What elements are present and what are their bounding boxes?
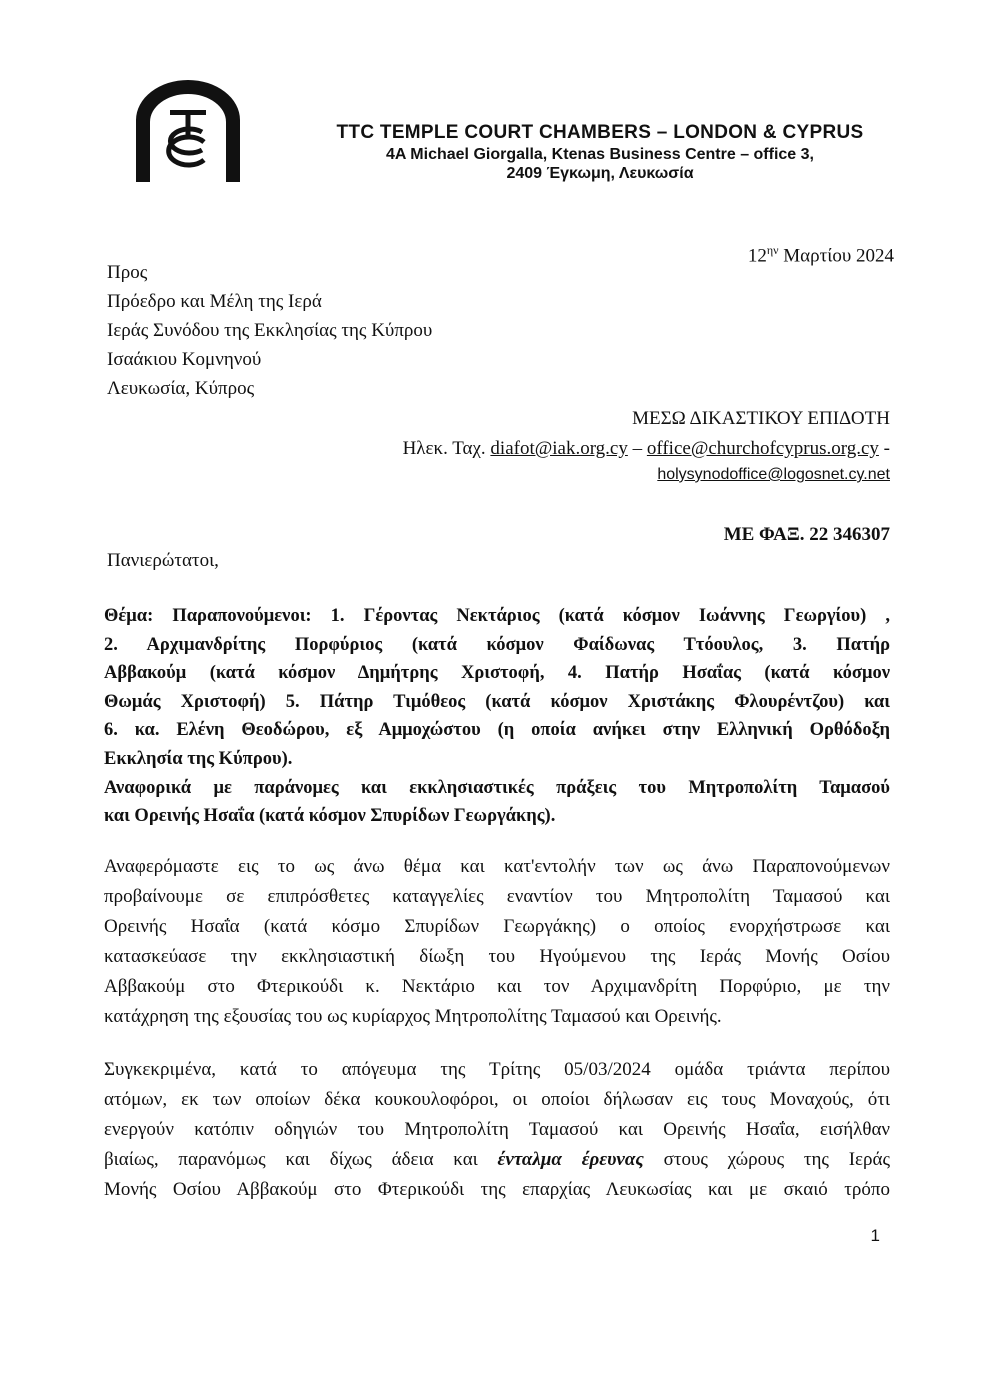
fax-number: ΜΕ ΦΑΞ. 22 346307 (723, 524, 890, 545)
separator: - (878, 438, 890, 459)
email-link-office[interactable]: office@churchofcyprus.org.cy (646, 438, 879, 459)
subject-line: Αναφορικά με παράνομες και εκκλησιαστικές πράξεις του Μητροπολίτη Ταμασού (104, 777, 890, 798)
recipient-line: Πρόεδρο και Μέλη της Ιερά (107, 291, 322, 312)
subject-line: 6. κα. Ελένη Θεοδώρου, εξ Αμμοχώστου (η οποία ανήκει στην Ελληνική Ορθόδοξη (104, 720, 890, 741)
paragraph-line: Συγκεκριμένα, κατά το απόγευμα της Τρίτης 05/03/2024 ομάδα τριάντα περίπου (104, 1059, 890, 1080)
recipient-block (107, 258, 432, 403)
firm-address-line1: 4A Michael Giorgalla, Ktenas Business Centre – office 3, (386, 146, 814, 163)
email-label: Ηλεκ. Ταχ. (402, 438, 486, 459)
salutation: Πανιερώτατοι, (107, 550, 219, 571)
firm-name: TTC TEMPLE COURT CHAMBERS – LONDON & CYPRUS (336, 122, 864, 143)
email-line-2 (657, 466, 890, 484)
subject-line: Θωμάς Χριστοφή) 5. Πάτηρ Τιμόθεος (κατά κόσμον Χριστάκης Φλουρέντζου) και (104, 691, 890, 712)
email-link-holysynod[interactable]: holysynodoffice@logosnet.cy.net (657, 466, 890, 483)
recipient-line: Λευκωσία, Κύπρος (107, 378, 255, 399)
email-line (403, 434, 890, 463)
separator: – (627, 438, 647, 459)
letter-date: $12^{\eta\nu}$ Μαρτίου 2024 (747, 243, 894, 267)
paragraph-line: Αββακούμ στο Φτερικούδι κ. Νεκτάριο και τον Αρχιμανδρίτη Πορφύριο, με την (104, 976, 890, 997)
paragraph-line: κατασκεύασε την εκκλησιαστική δίωξη του Ηγούμενου της Ιεράς Μονής Οσίου (104, 946, 890, 967)
subject-line: Εκκλησία της Κύπρου). (104, 748, 293, 769)
paragraph-line: ενεργούν κατόπιν οδηγιών του Μητροπολίτη Ταμασού και Ορεινής Ησαΐα, εισήλθαν (104, 1119, 890, 1140)
subject-line: Θέμα: Παραπονούμενοι: 1. Γέροντας Νεκτάριος (κατά κόσμον Ιωάννης Γεωργίου) , (104, 606, 890, 626)
delivery-method: ΜΕΣΩ ΔΙΚΑΣΤΙΚΟΥ ΕΠΙΔΟΤΗ (632, 408, 890, 429)
paragraph-line: προβαίνουμε σε επιπρόσθετες καταγγελίες εναντίον του Μητροπολίτη Ταμασού και (104, 886, 890, 907)
recipient-line: Ισαάκιου Κομνηνού (107, 349, 262, 370)
paragraph-line: Αναφερόμαστε εις το ως άνω θέμα και κατ'εντολήν των ως άνω Παραπονούμενων (104, 856, 890, 877)
subject-line: Αββακούμ (κατά κόσμον Δημήτρης Χριστοφή, 4. Πατήρ Ησαΐας (κατά κόσμον (104, 663, 890, 684)
page-number: 1 (870, 1226, 880, 1245)
paragraph-line: Ορεινής Ησαΐα (κατά κόσμο Σπυρίδων Γεωργάκης) ο οποίος ενορχήστρωσε και (104, 916, 890, 937)
email-link-diafot[interactable]: diafot@iak.org.cy (490, 438, 628, 459)
subject-line: 2. Αρχιμανδρίτης Πορφύριος (κατά κόσμον Φαίδωνας Ττόουλος, 3. Πατήρ (104, 634, 890, 655)
body-paragraph-2 (104, 1055, 890, 1205)
recipient-line: Προς (107, 262, 148, 283)
emphasis-search-warrant: ένταλμα έρευνας (497, 1149, 644, 1170)
paragraph-line: βιαίως, παρανόμως και δίχως άδεια και ένταλμα έρευνας στους χώρους της Ιεράς (104, 1149, 890, 1170)
subject-block (104, 602, 890, 831)
paragraph-line: Μονής Οσίου Αββακούμ στο Φτερικούδι της επαρχίας Λευκωσίας και με σκαιό τρόπο (104, 1179, 890, 1200)
recipient-line: Ιεράς Συνόδου της Εκκλησίας της Κύπρου (107, 320, 433, 341)
ttc-logo (130, 80, 246, 182)
firm-address-line2: 2409 Έγκωμη, Λευκωσία (506, 165, 694, 182)
body-paragraph-1 (104, 852, 890, 1032)
paragraph-line: κατάχρηση της εξουσίας του ως κυρίαρχος Μητροπολίτης Ταμασού και Ορεινής. (104, 1006, 722, 1027)
paragraph-line: ατόμων, εκ των οποίων δέκα κουκουλοφόροι, οι οποίοι δήλωσαν εις τους Μοναχούς, ότι (104, 1089, 890, 1110)
subject-line: και Ορεινής Ησαΐα (κατά κόσμον Σπυρίδων Γεωργάκης). (104, 806, 556, 827)
